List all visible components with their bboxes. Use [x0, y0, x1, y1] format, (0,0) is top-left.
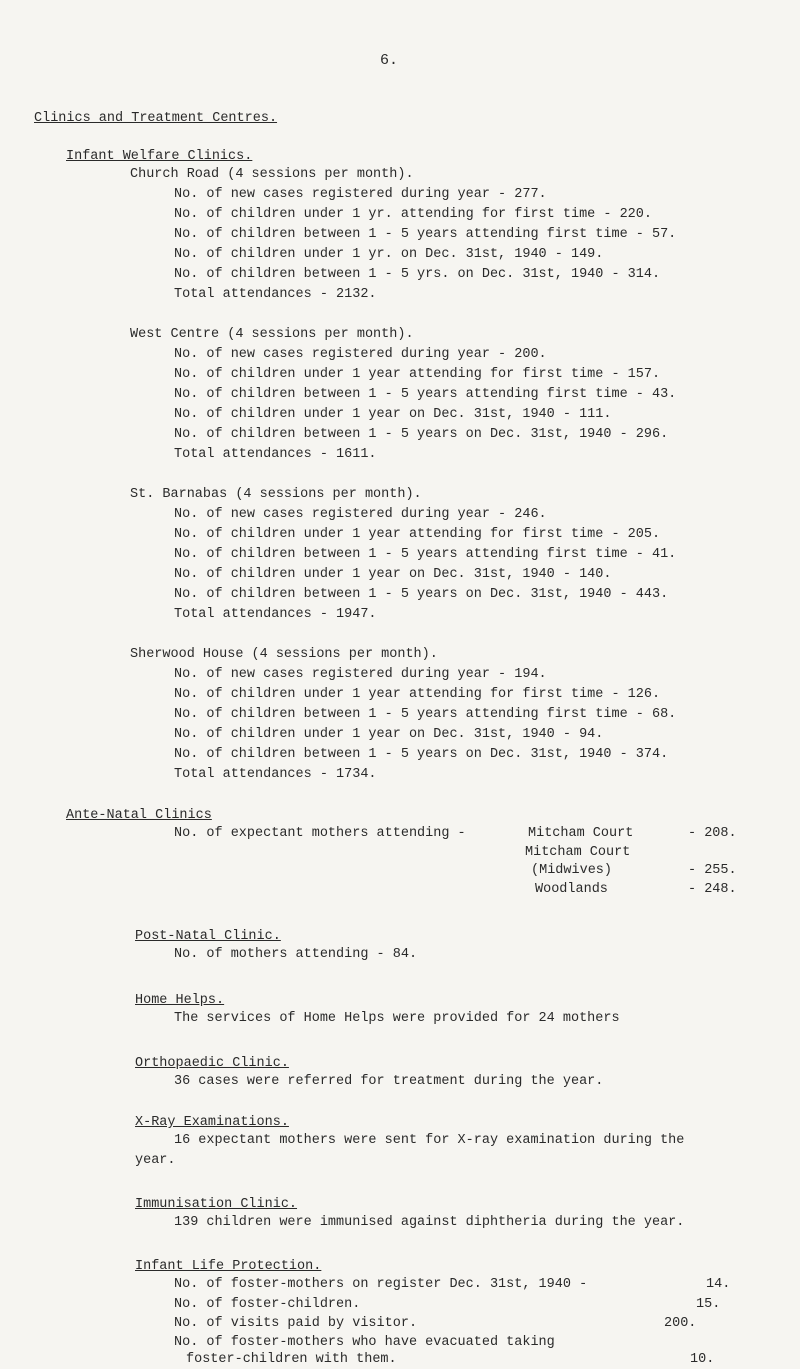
centre-name: St. Barnabas (4 sessions per month).: [130, 487, 422, 502]
section-heading-ante-natal: Ante-Natal Clinics: [66, 808, 212, 823]
section-heading-xray: X-Ray Examinations.: [135, 1115, 289, 1130]
xray-text-line1: 16 expectant mothers were sent for X-ray examination during the: [174, 1133, 685, 1148]
list-item: No. of children between 1 - 5 years attending first time - 41.: [174, 547, 677, 562]
page-number: 6.: [380, 52, 399, 69]
list-item: Total attendances - 1947.: [174, 607, 377, 622]
list-item: No. of children between 1 - 5 yrs. on Dec. 31st, 1940 - 314.: [174, 267, 661, 282]
list-item: No. of children between 1 - 5 years attending first time - 57.: [174, 227, 677, 242]
infant-life-row-label: foster-children with them.: [186, 1352, 397, 1367]
immunisation-text: 139 children were immunised against diphtheria during the year.: [174, 1215, 685, 1230]
list-item: No. of new cases registered during year - 194.: [174, 667, 547, 682]
ante-natal-clinic-name: (Midwives): [531, 863, 613, 878]
section-heading-immunisation: Immunisation Clinic.: [135, 1197, 298, 1212]
section-heading-home-helps: Home Helps.: [135, 993, 225, 1008]
post-natal-text: No. of mothers attending - 84.: [174, 947, 418, 962]
list-item: No. of children between 1 - 5 years on Dec. 31st, 1940 - 374.: [174, 747, 669, 762]
list-item: No. of children under 1 year attending for first time - 126.: [174, 687, 661, 702]
section-heading-post-natal: Post-Natal Clinic.: [135, 929, 281, 944]
infant-life-row-value: 15.: [696, 1297, 721, 1312]
infant-life-row-label: No. of foster-mothers on register Dec. 31st, 1940 -: [174, 1277, 588, 1292]
list-item: Total attendances - 1611.: [174, 447, 377, 462]
list-item: No. of children under 1 year on Dec. 31st, 1940 - 94.: [174, 727, 604, 742]
home-helps-text: The services of Home Helps were provided for 24 mothers: [174, 1011, 620, 1026]
list-item: No. of new cases registered during year - 246.: [174, 507, 547, 522]
ante-natal-clinic-name: Mitcham Court: [525, 845, 631, 860]
centre-name: West Centre (4 sessions per month).: [130, 327, 414, 342]
ante-natal-clinic-value: - 208.: [688, 826, 737, 841]
infant-life-row-label: No. of foster-mothers who have evacuated taking: [174, 1335, 555, 1350]
list-item: Total attendances - 2132.: [174, 287, 377, 302]
ante-natal-clinic-name: Woodlands: [535, 882, 608, 897]
page-title: Clinics and Treatment Centres.: [34, 111, 278, 126]
list-item: No. of children between 1 - 5 years on Dec. 31st, 1940 - 443.: [174, 587, 669, 602]
list-item: No. of children under 1 year on Dec. 31st, 1940 - 140.: [174, 567, 612, 582]
list-item: No. of children under 1 yr. on Dec. 31st, 1940 - 149.: [174, 247, 604, 262]
infant-life-row-label: No. of visits paid by visitor.: [174, 1316, 418, 1331]
list-item: No. of new cases registered during year - 200.: [174, 347, 547, 362]
list-item: No. of children under 1 year on Dec. 31st, 1940 - 111.: [174, 407, 612, 422]
ante-natal-clinic-name: Mitcham Court: [528, 826, 634, 841]
section-heading-infant-welfare: Infant Welfare Clinics.: [66, 149, 253, 164]
xray-text-line2: year.: [135, 1153, 176, 1168]
list-item: No. of children between 1 - 5 years attending first time - 68.: [174, 707, 677, 722]
list-item: No. of children under 1 year attending for first time - 205.: [174, 527, 661, 542]
infant-life-row-value: 10.: [690, 1352, 715, 1367]
infant-life-row-value: 200.: [664, 1316, 697, 1331]
infant-life-row-value: 14.: [706, 1277, 731, 1292]
list-item: No. of new cases registered during year - 277.: [174, 187, 547, 202]
section-heading-orthopaedic: Orthopaedic Clinic.: [135, 1056, 289, 1071]
ante-natal-clinic-value: - 255.: [688, 863, 737, 878]
centre-name: Church Road (4 sessions per month).: [130, 167, 414, 182]
list-item: No. of children under 1 yr. attending for first time - 220.: [174, 207, 652, 222]
infant-life-row-label: No. of foster-children.: [174, 1297, 361, 1312]
list-item: No. of children under 1 year attending for first time - 157.: [174, 367, 661, 382]
centre-name: Sherwood House (4 sessions per month).: [130, 647, 438, 662]
ante-natal-clinic-value: - 248.: [688, 882, 737, 897]
section-heading-infant-life-protection: Infant Life Protection.: [135, 1259, 322, 1274]
list-item: No. of children between 1 - 5 years on Dec. 31st, 1940 - 296.: [174, 427, 669, 442]
list-item: Total attendances - 1734.: [174, 767, 377, 782]
list-item: No. of children between 1 - 5 years attending first time - 43.: [174, 387, 677, 402]
orthopaedic-text: 36 cases were referred for treatment during the year.: [174, 1074, 604, 1089]
ante-natal-label: No. of expectant mothers attending -: [174, 826, 466, 841]
